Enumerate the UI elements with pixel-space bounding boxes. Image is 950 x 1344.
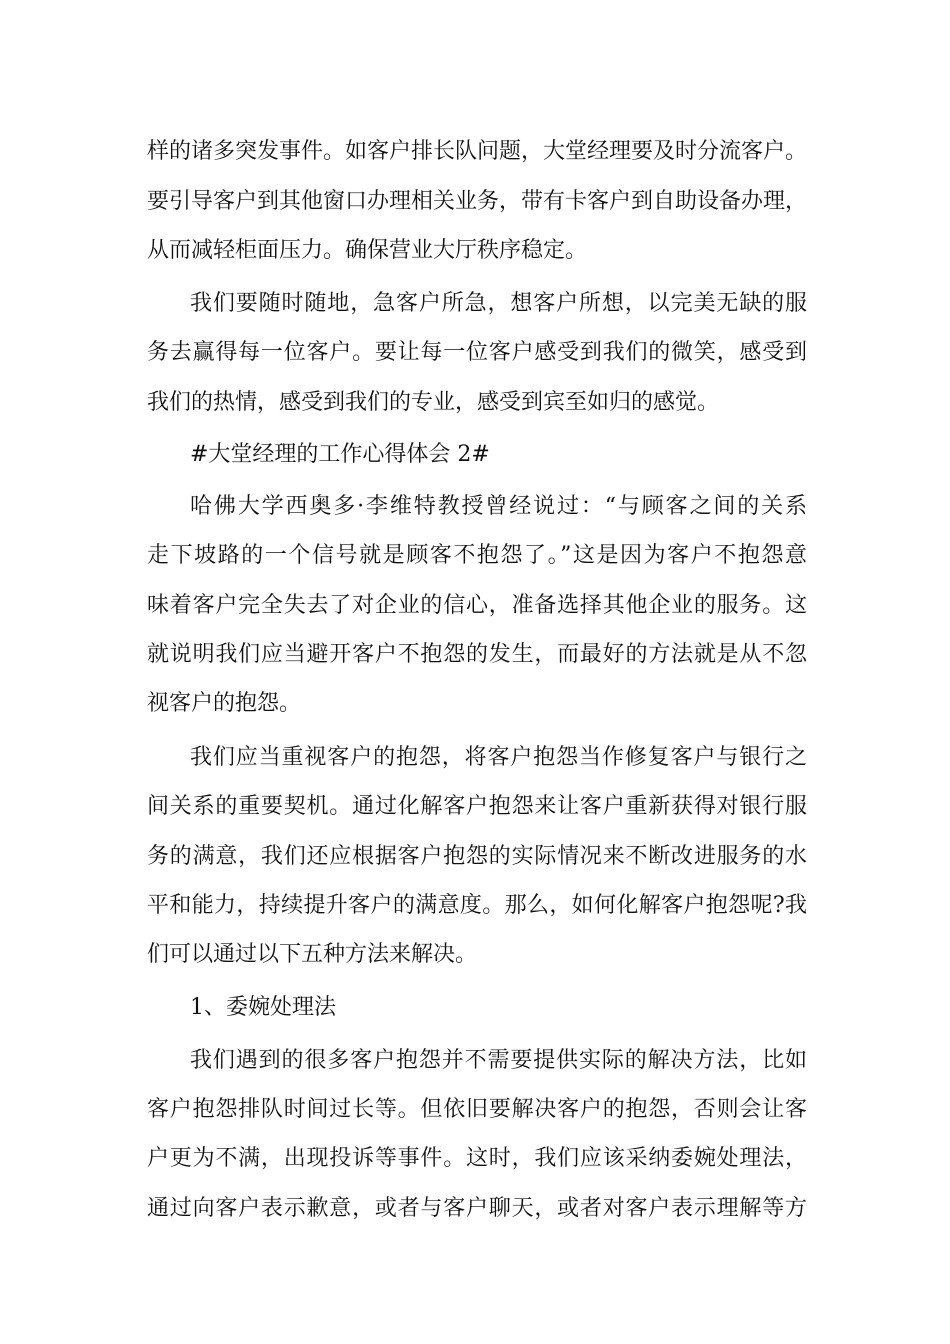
section-heading: #大堂经理的工作心得体会 2# [190, 442, 490, 467]
text-line-22: 通过向客户表示歉意，或者与客户聊天，或者对客户表示理解等方 [147, 1196, 807, 1221]
text-line-9: 走下坡路的一个信号就是顾客不抱怨了。”这是因为客户不抱怨意 [147, 543, 807, 568]
text-line-20: 客户抱怨排队时间过长等。但依旧要解决客户的抱怨，否则会让客 [147, 1097, 807, 1122]
text-line-10: 味着客户完全失去了对企业的信心，准备选择其他企业的服务。这 [147, 593, 807, 618]
text-line-13: 我们应当重视客户的抱怨，将客户抱怨当作修复客户与银行之 [190, 745, 807, 770]
text-line-11: 就说明我们应当避开客户不抱怨的发生，而最好的方法就是从不忽 [147, 642, 807, 667]
text-line-17: 们可以通过以下五种方法来解决。 [147, 942, 478, 967]
text-line-19: 我们遇到的很多客户抱怨并不需要提供实际的解决方法，比如 [190, 1048, 807, 1073]
text-line-6: 我们的热情，感受到我们的专业，感受到宾至如归的感觉。 [147, 390, 720, 415]
text-line-21: 户更为不满，出现投诉等事件。这时，我们应该采纳委婉处理法， [147, 1146, 807, 1171]
text-line-14: 间关系的重要契机。通过化解客户抱怨来让客户重新获得对银行服 [147, 794, 807, 819]
text-line-5: 务去赢得每一位客户。要让每一位客户感受到我们的微笑，感受到 [147, 340, 807, 365]
text-line-16: 平和能力，持续提升客户的满意度。那么，如何化解客户抱怨呢?我 [147, 893, 807, 918]
text-line-1: 样的诸多突发事件。如客户排长队问题，大堂经理要及时分流客户。 [147, 139, 808, 164]
text-line-12: 视客户的抱怨。 [147, 691, 302, 716]
text-line-15: 务的满意，我们还应根据客户抱怨的实际情况来不断改进服务的水 [147, 844, 807, 869]
text-line-3: 从而减轻柜面压力。确保营业大厅秩序稳定。 [147, 238, 588, 263]
text-line-2: 要引导客户到其他窗口办理相关业务，带有卡客户到自助设备办理， [147, 189, 808, 214]
text-line-8: 哈佛大学西奥多·李维特教授曾经说过：“与顾客之间的关系 [190, 494, 807, 519]
list-heading-1: 1、委婉处理法 [190, 995, 336, 1020]
text-line-4: 我们要随时随地，急客户所急，想客户所想，以完美无缺的服 [190, 291, 807, 316]
